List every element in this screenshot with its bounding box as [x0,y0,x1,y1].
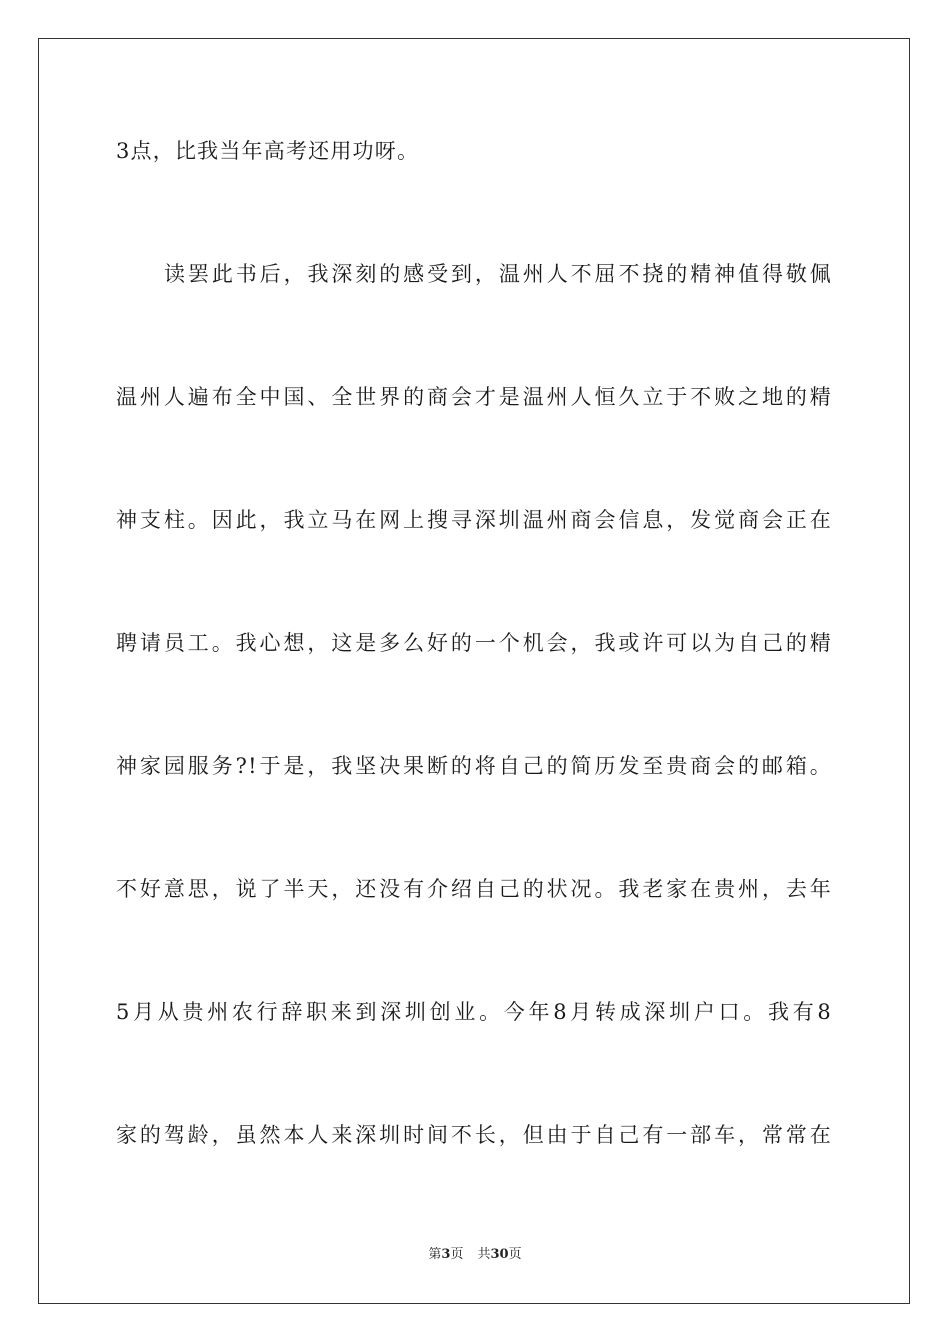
page-border [38,38,910,1304]
body-line-2: 读罢此书后，我深刻的感受到，温州人不屈不挠的精神值得敬佩 [164,262,832,286]
footer-page-number: 3 [441,1247,451,1262]
footer-page-prefix: 第 [428,1247,442,1262]
footer-total-pages: 30 [490,1247,509,1262]
body-line-5: 聘请员工。我心想，这是多么好的一个机会，我或许可以为自己的精 [116,631,832,655]
page-footer [0,1246,950,1264]
body-line-8: 5月从贵州农行辞职来到深圳创业。今年8月转成深圳户口。我有8 [116,1000,832,1024]
body-line-7: 不好意思，说了半天，还没有介绍自己的状况。我老家在贵州，去年 [116,877,832,901]
body-line-1: 3点，比我当年高考还用功呀。 [116,139,420,163]
footer-page-suffix: 页 [450,1247,464,1262]
footer-total-prefix: 共 [477,1247,491,1262]
footer-total-suffix: 页 [508,1247,522,1262]
body-line-4: 神支柱。因此，我立马在网上搜寻深圳温州商会信息，发觉商会正在 [116,508,832,532]
body-line-6: 神家园服务?!于是，我坚决果断的将自己的简历发至贵商会的邮箱。 [116,754,832,778]
body-line-3: 温州人遍布全中国、全世界的商会才是温州人恒久立于不败之地的精 [116,385,832,409]
body-line-9: 家的驾龄，虽然本人来深圳时间不长，但由于自己有一部车，常常在 [116,1123,832,1147]
